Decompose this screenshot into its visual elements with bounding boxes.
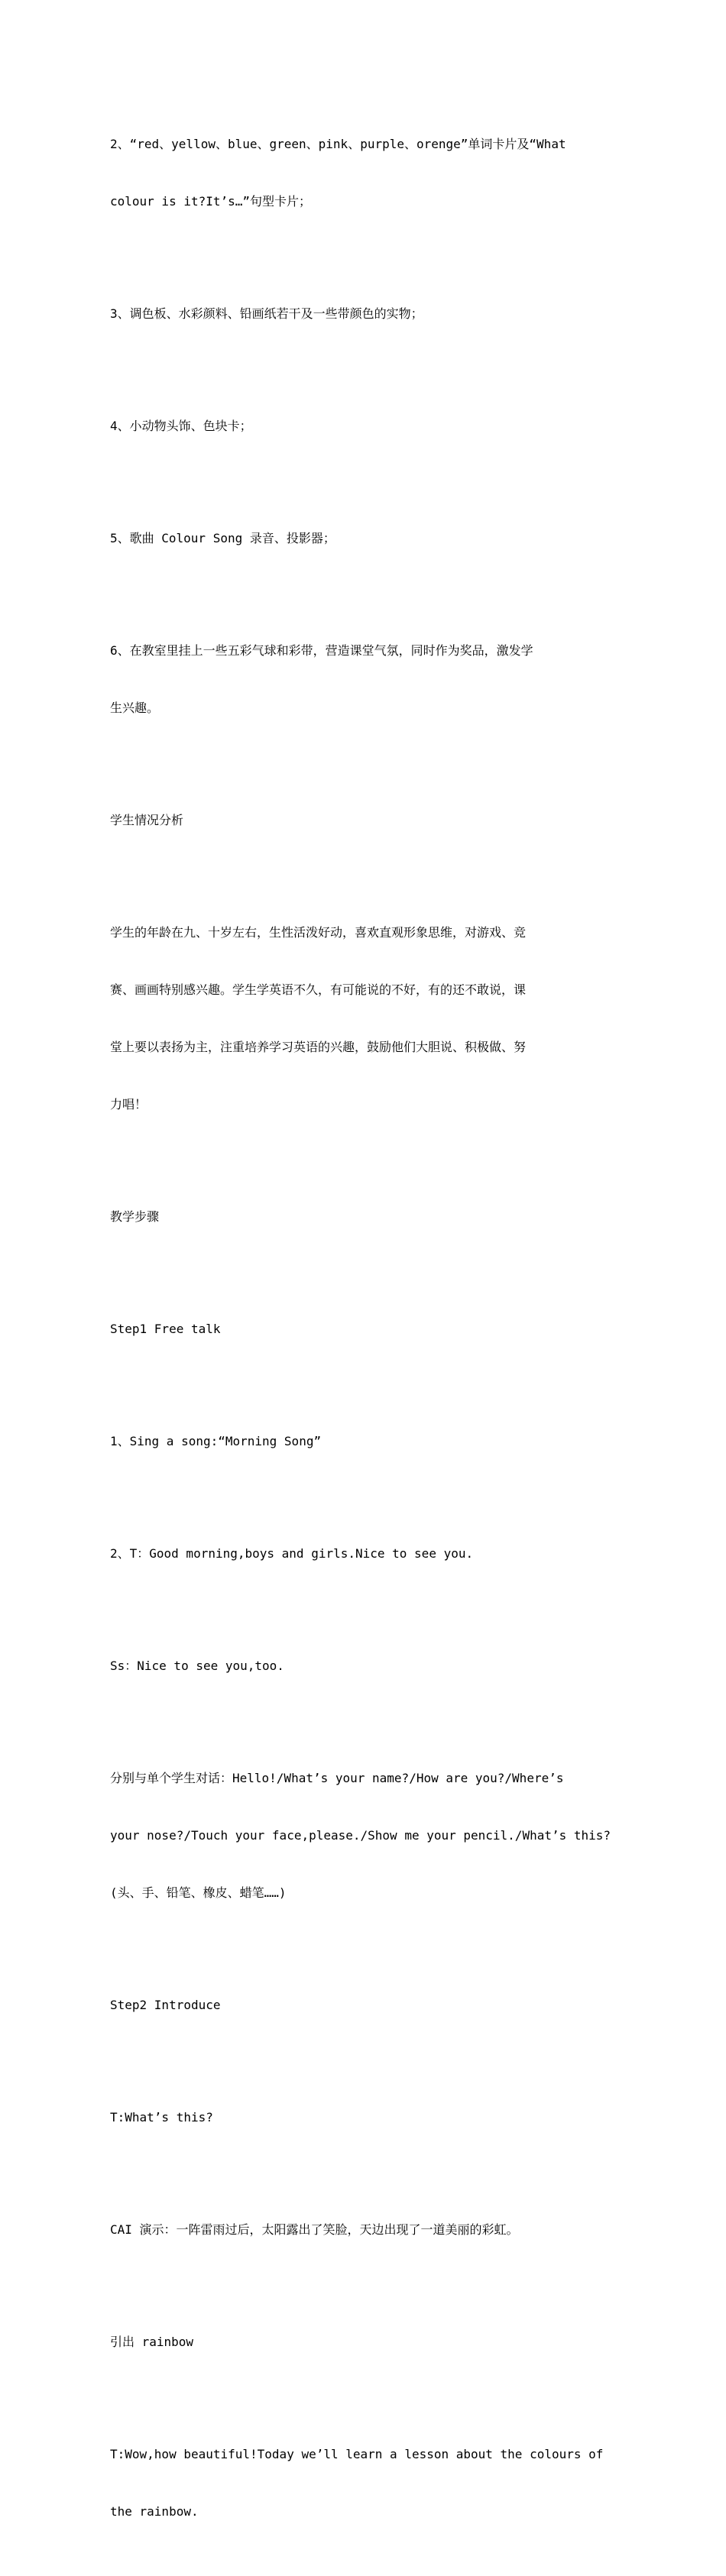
text-line: 学生情况分析 xyxy=(110,813,184,827)
paragraph-materials-2 xyxy=(110,96,617,249)
paragraph-student-analysis xyxy=(110,885,617,1152)
text-line: 赛、画画特别感兴趣。学生学英语不久，有可能说的不好，有的还不敢说，课 xyxy=(110,982,527,997)
step1-dialogue xyxy=(110,1730,617,1940)
step2-question xyxy=(110,2070,617,2165)
text-line: your nose?/Touch your face,please./Show me your pencil./What’s this? xyxy=(110,1828,611,1843)
text-line: colour is it?It’s…”句型卡片； xyxy=(110,194,312,209)
text-line: 生兴趣。 xyxy=(110,701,160,715)
step2-cai-demo xyxy=(110,2182,617,2277)
section-heading-teaching-steps xyxy=(110,1169,617,1264)
paragraph-materials-5 xyxy=(110,490,617,586)
section-heading-student-analysis xyxy=(110,772,617,868)
text-line: 学生的年龄在九、十岁左右，生性活泼好动，喜欢直观形象思维，对游戏、竞 xyxy=(110,925,527,940)
text-line: 1、Sing a song:“Morning Song” xyxy=(110,1434,322,1448)
text-line: Step1 Free talk xyxy=(110,1322,221,1336)
text-line: Step2 Introduce xyxy=(110,1998,221,2012)
text-line: T:What’s this? xyxy=(110,2110,213,2125)
text-line: 分别与单个学生对话：Hello!/What’s your name?/How are you?/Where’s xyxy=(110,1771,564,1785)
text-line: 引出 rainbow xyxy=(110,2335,194,2349)
step1-item-1 xyxy=(110,1393,617,1489)
paragraph-materials-3 xyxy=(110,266,617,361)
step1-heading xyxy=(110,1281,617,1377)
text-line: 教学步骤 xyxy=(110,1209,160,1224)
text-line: Ss：Nice to see you,too. xyxy=(110,1659,284,1673)
text-line: 4、小动物头饰、色块卡； xyxy=(110,419,252,433)
text-line: 6、在教室里挂上一些五彩气球和彩带，营造课堂气氛，同时作为奖品，激发学 xyxy=(110,643,533,658)
text-line: the rainbow. xyxy=(110,2504,199,2519)
paragraph-materials-4 xyxy=(110,378,617,474)
step1-student-reply xyxy=(110,1618,617,1714)
text-line: 2、“red、yellow、blue、green、pink、purple、orenge”单词卡片及“What xyxy=(110,137,566,151)
step2-introduce-rainbow xyxy=(110,2294,617,2390)
text-line: 堂上要以表扬为主，注重培养学习英语的兴趣，鼓励他们大胆说、积极做、努 xyxy=(110,1040,527,1054)
text-line: 2、T：Good morning,boys and girls.Nice to see you. xyxy=(110,1546,474,1561)
text-line: 3、调色板、水彩颜料、铅画纸若干及一些带颜色的实物； xyxy=(110,306,423,321)
step2-teacher-line xyxy=(110,2406,617,2559)
step1-item-2 xyxy=(110,1506,617,1601)
text-line: 5、歌曲 Colour Song 录音、投影器； xyxy=(110,531,335,545)
text-line: 力唱！ xyxy=(110,1097,147,1112)
document-page xyxy=(110,96,617,2576)
text-line: T:Wow,how beautiful!Today we’ll learn a lesson about the colours of xyxy=(110,2447,604,2461)
step2-heading xyxy=(110,1957,617,2053)
text-line: CAI 演示：一阵雷雨过后，太阳露出了笑脸，天边出现了一道美丽的彩虹。 xyxy=(110,2222,519,2237)
paragraph-materials-6 xyxy=(110,603,617,756)
text-line: (头、手、铅笔、橡皮、蜡笔……) xyxy=(110,1885,287,1900)
